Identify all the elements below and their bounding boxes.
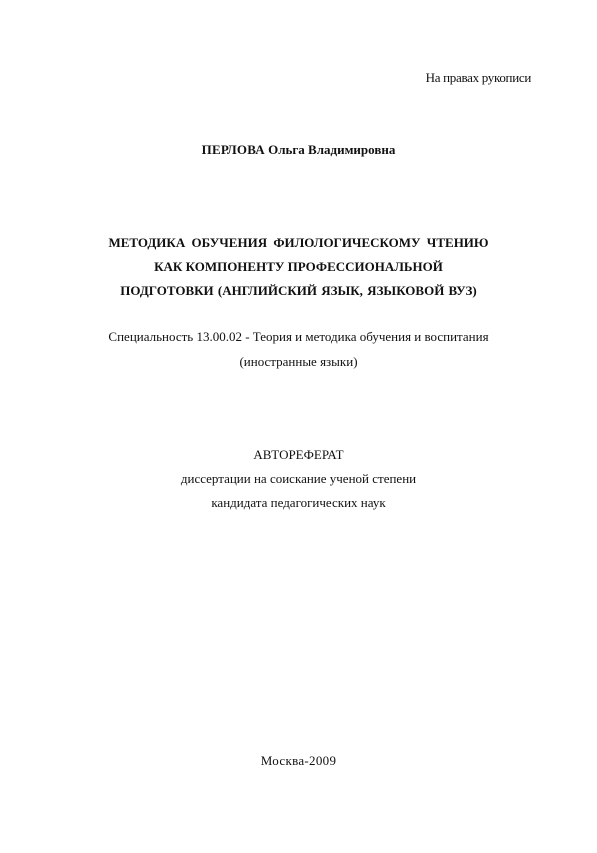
title-line-3: ПОДГОТОВКИ (АНГЛИЙСКИЙ ЯЗЫК, ЯЗЫКОВОЙ ВУЗ) xyxy=(120,283,477,298)
author-name xyxy=(0,142,597,158)
title-line-1: МЕТОДИКА ОБУЧЕНИЯ ФИЛОЛОГИЧЕСКОМУ ЧТЕНИЮ xyxy=(108,235,489,250)
document-description-line-2: кандидата педагогических наук xyxy=(211,495,386,510)
place-year: Москва-2009 xyxy=(260,753,337,768)
manuscript-note: На правах рукописи xyxy=(425,70,531,85)
document-description-line-1: диссертации на соискание ученой степени xyxy=(180,471,417,486)
author-surname: ПЕРЛОВА xyxy=(201,142,265,157)
author-given-names: Ольга Владимировна xyxy=(268,142,396,157)
title-line-2: КАК КОМПОНЕНТУ ПРОФЕССИОНАЛЬНОЙ xyxy=(154,259,443,274)
specialty-line-2: (иностранные языки) xyxy=(239,354,358,369)
document-type: АВТОРЕФЕРАТ xyxy=(253,447,344,462)
specialty-line-1: Специальность 13.00.02 - Теория и методика обучения и воспитания xyxy=(108,329,489,344)
